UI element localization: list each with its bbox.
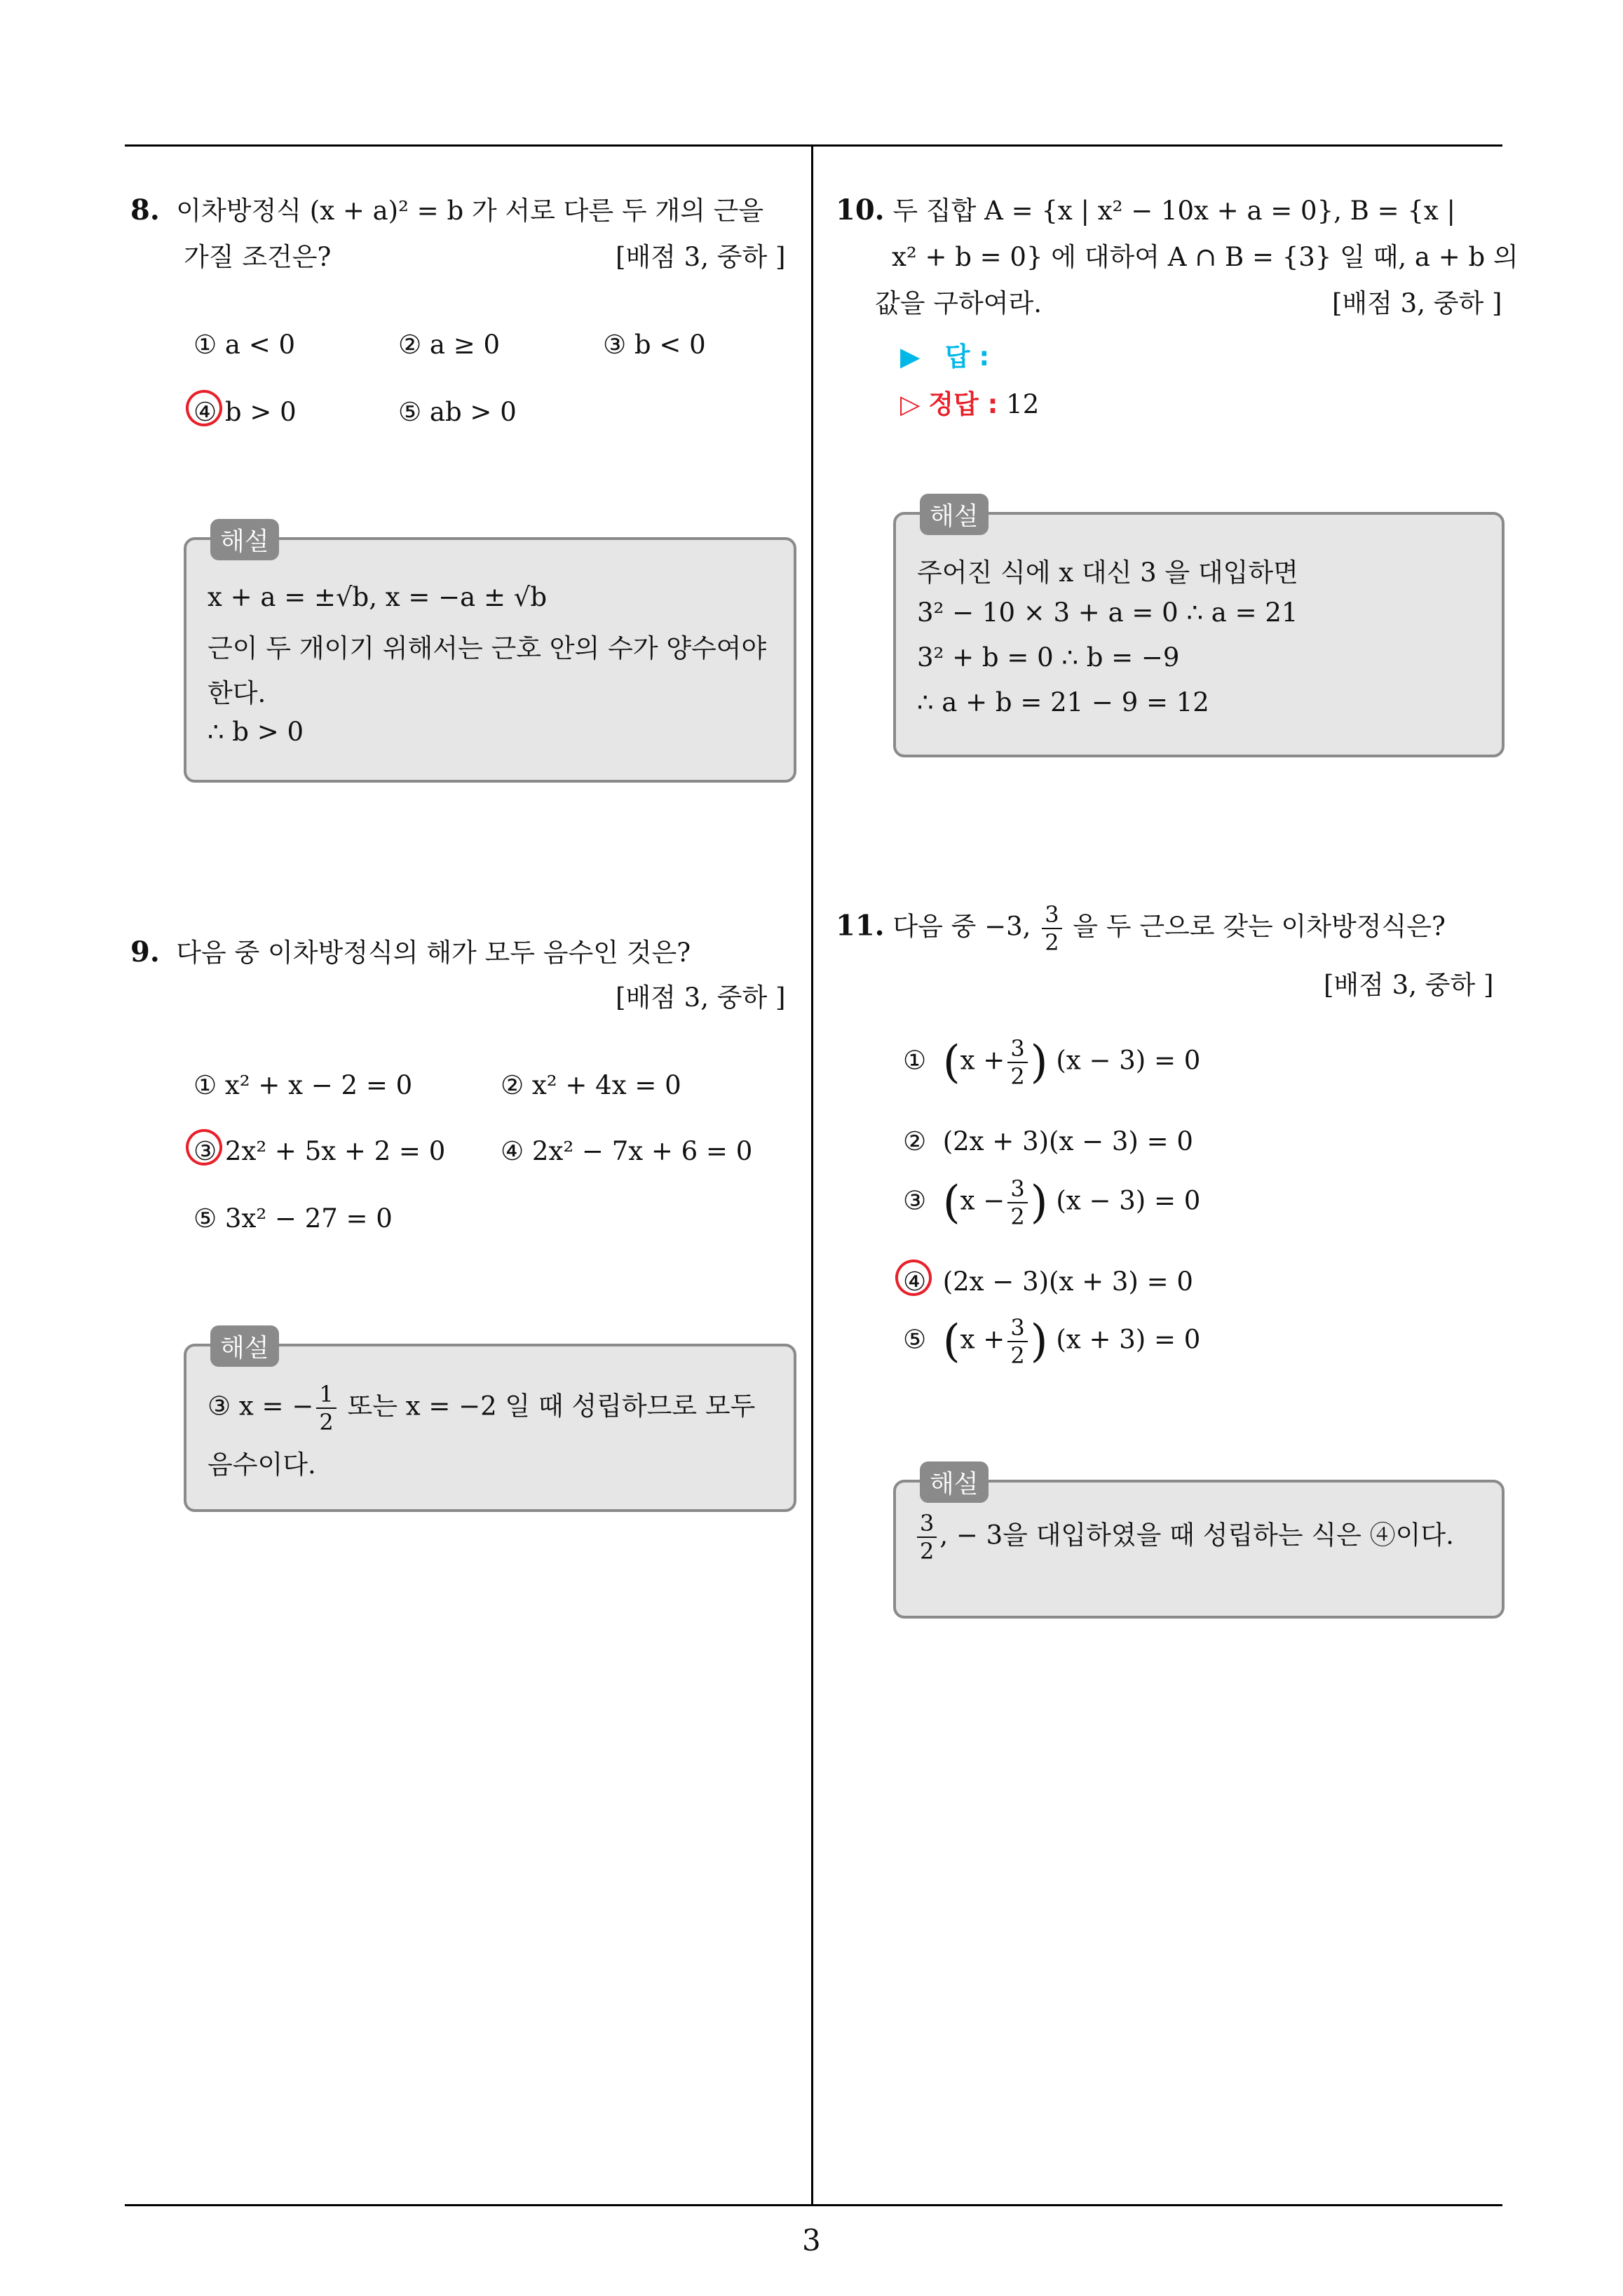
answer-arrow-icon: ▶ (900, 342, 921, 372)
answer-label: 답 : (944, 342, 990, 372)
q9-sol-line2: 음수이다. (208, 1450, 316, 1480)
q8-line1: 8. 이차방정식 (x + a)² = b 가 서로 다른 두 개의 근을 (130, 194, 764, 227)
q11-line1: 11. 다음 중 −3, $\frac{3}{2}$ 을 두 근으로 갖는 이차방정식은? (836, 901, 1446, 956)
q9-meta: [배점 3, 중하 ] (616, 982, 786, 1013)
q9-choice-5[interactable]: ⑤ 3x² − 27 = 0 (193, 1203, 393, 1234)
column-divider (811, 144, 813, 2206)
q11-solution-tag: 해설 (920, 1461, 989, 1503)
correct-label: 정답 : (928, 389, 998, 419)
q11-meta: [배점 3, 중하 ] (1324, 970, 1494, 1000)
q8-choice-2[interactable]: ② a ≥ 0 (398, 330, 501, 360)
q10-line2: x² + b = 0} 에 대하여 A ∩ B = {3} 일 때, a + b 의 (892, 242, 1519, 272)
page-number: 3 (802, 2223, 821, 2257)
q11-choice-1[interactable]: ① (x + $\frac{3}{2}$ ) (x − 3) = 0 (903, 1035, 1201, 1090)
q10-sol-line1: 주어진 식에 x 대신 3 을 대입하면 (917, 558, 1298, 588)
top-rule (125, 144, 1502, 147)
q9-sol-line1: ③ x = − $\frac{1}{2}$ 또는 x = −2 일 때 성립하므로 모두 (208, 1381, 756, 1436)
q8-choice-5[interactable]: ⑤ ab > 0 (398, 397, 517, 427)
q10-sol-line2: 3² − 10 × 3 + a = 0 ∴ a = 21 (917, 597, 1298, 628)
q11-choice-5[interactable]: ⑤ (x + $\frac{3}{2}$ ) (x + 3) = 0 (903, 1314, 1201, 1369)
bottom-rule (125, 2204, 1502, 2206)
q11-choice-2[interactable]: ② (2x + 3)(x − 3) = 0 (903, 1126, 1193, 1156)
q10-line3: 값을 구하여라. (875, 288, 1042, 318)
q9-choice-3[interactable]: ③ 2x² + 5x + 2 = 0 (193, 1136, 446, 1166)
q9-solution-tag: 해설 (210, 1325, 279, 1367)
q9-choice-4[interactable]: ④ 2x² − 7x + 6 = 0 (501, 1136, 753, 1166)
q9-solution-box (184, 1344, 796, 1512)
q10-answer-row[interactable] (900, 335, 989, 373)
q8-sol-line2: 근이 두 개이기 위해서는 근호 안의 수가 양수여야 (208, 633, 767, 663)
q9-choice-2[interactable]: ② x² + 4x = 0 (501, 1070, 681, 1100)
q8-sol-line1: x + a = ±√b, x = −a ± √b (208, 582, 547, 612)
correct-value: 12 (1006, 389, 1040, 419)
q10-meta: [배점 3, 중하 ] (1332, 288, 1502, 318)
q10-solution-tag: 해설 (920, 494, 989, 535)
q8-choice-4[interactable]: ④ b > 0 (193, 397, 297, 427)
q9-sol-fraction: $\frac{1}{2}$ (316, 1383, 336, 1433)
q8-solution-tag: 해설 (210, 519, 279, 560)
q11-sol-line1: $\frac{3}{2}$ , − 3을 대입하였을 때 성립하는 식은 ④이다. (917, 1512, 1454, 1562)
q8-solution-box (184, 537, 796, 783)
q11-choice-3[interactable]: ③ (x − $\frac{3}{2}$ ) (x − 3) = 0 (903, 1175, 1201, 1230)
q8-sol-line4: ∴ b > 0 (208, 717, 304, 747)
q10-correct-row (900, 383, 1039, 421)
q8-line2: 가질 조건은? (184, 242, 332, 272)
q10-solution-box (893, 512, 1505, 757)
q8-choice-3[interactable]: ③ b < 0 (603, 330, 706, 360)
q8-sol-line3: 한다. (208, 678, 266, 708)
q10-sol-line3: 3² + b = 0 ∴ b = −9 (917, 642, 1180, 673)
q9-choice-1[interactable]: ① x² + x − 2 = 0 (193, 1070, 413, 1100)
q8-choice-1[interactable]: ① a < 0 (193, 330, 296, 360)
q11-fraction: $\frac{3}{2}$ (1042, 903, 1061, 954)
q11-choice-4[interactable]: ④ (2x − 3)(x + 3) = 0 (903, 1267, 1193, 1297)
correct-arrow-icon: ▷ (900, 389, 921, 419)
q8-meta: [배점 3, 중하 ] (616, 242, 786, 272)
q10-line1: 10. 두 집합 A = {x | x² − 10x + a = 0}, B = {x | (836, 194, 1455, 227)
q10-sol-line4: ∴ a + b = 21 − 9 = 12 (917, 687, 1209, 717)
q9-line1: 9. 다음 중 이차방정식의 해가 모두 음수인 것은? (130, 936, 691, 968)
